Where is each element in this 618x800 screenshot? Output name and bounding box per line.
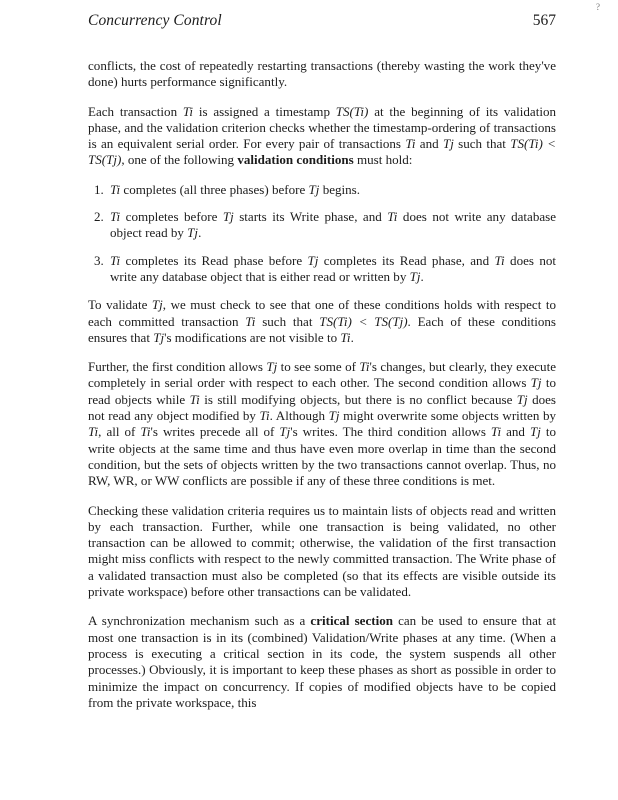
margin-mark: ? [596,2,600,12]
page-header [88,12,556,34]
paragraph-3: To validate Tj, we must check to see that one of these conditions holds with respect to each committed transaction Ti such that TS(Ti) < TS(Tj). Each of these conditions ensures that Tj's modifications are not visible to Ti. [88,297,556,345]
validation-conditions-list [88,182,556,285]
list-item: 2. Ti completes before Tj starts its Write phase, and Ti does not write any database object read by Tj. [94,209,557,241]
term-validation-conditions: validation conditions [237,152,354,168]
math-ts-ti: TS(Ti) [335,103,369,119]
paragraph-6: A synchronization mechanism such as a critical section can be used to ensure that at most one transaction is in its (combined) Validation/Write phases at any time. (When a process is executing a critical section in its code, the system suspends all other processes.) Obviously, it is important to keep these phases as short as possible in order to minimize the impact on concurrency. If copies of modified objects have to be copied from the private workspace, this [88,613,556,710]
running-title: Concurrency Control [88,12,222,29]
page-body [88,58,556,724]
paragraph-4: Further, the first condition allows Tj to see some of Ti's changes, but clearly, they execute completely in serial order with respect to each other. The second condition allows Tj to read objects while Ti is still modifying objects, but there is no conflict because Tj does not read any object modified by Ti. Although Tj might overwrite some objects written by Ti, all of Ti's writes precede all of Tj's writes. The third condition allows Ti and Tj to write objects at the same time and thus have even more overlap in time than the second condition, but the sets of objects written by the two transactions cannot overlap. Thus, no RW, WR, or WW conflicts are possible if any of these three conditions is met. [88,359,556,489]
term-critical-section: critical section [310,613,394,629]
math-ts-compare: TS(Ti) < TS(Tj) [88,136,556,168]
list-item: 1. Ti completes (all three phases) before Tj begins. [94,181,361,197]
list-item: 3. Ti completes its Read phase before Tj completes its Read phase, and Ti does not write any database object that is either read or written by Tj. [94,252,557,284]
math-ti: Ti [182,103,194,119]
paragraph-5: Checking these validation criteria requires us to maintain lists of objects read and written by each transaction. Further, while one transaction is being validated, no other transaction can be allowed to commit; otherwise, the validation of the first transaction might miss conflicts with respect to the newly committed transaction. The Write phase of a validated transaction must also be completed (so that its effects are visible outside its private workspace) before other transactions can be validated. [88,502,556,600]
paragraph-2: Each transaction Ti is assigned a timestamp TS(Ti) at the beginning of its validation phase, and the validation criterion checks whether the timestamp-ordering of transactions is an equivalent serial order. For every pair of transactions Ti and Tj such that TS(Ti) < TS(Tj), one of the following validation conditions must hold: [88,103,557,168]
page-number: 567 [532,12,556,29]
paragraph-1: conflicts, the cost of repeatedly restarting transactions (thereby wasting the work they've done) hurts performance significantly. [88,58,556,90]
